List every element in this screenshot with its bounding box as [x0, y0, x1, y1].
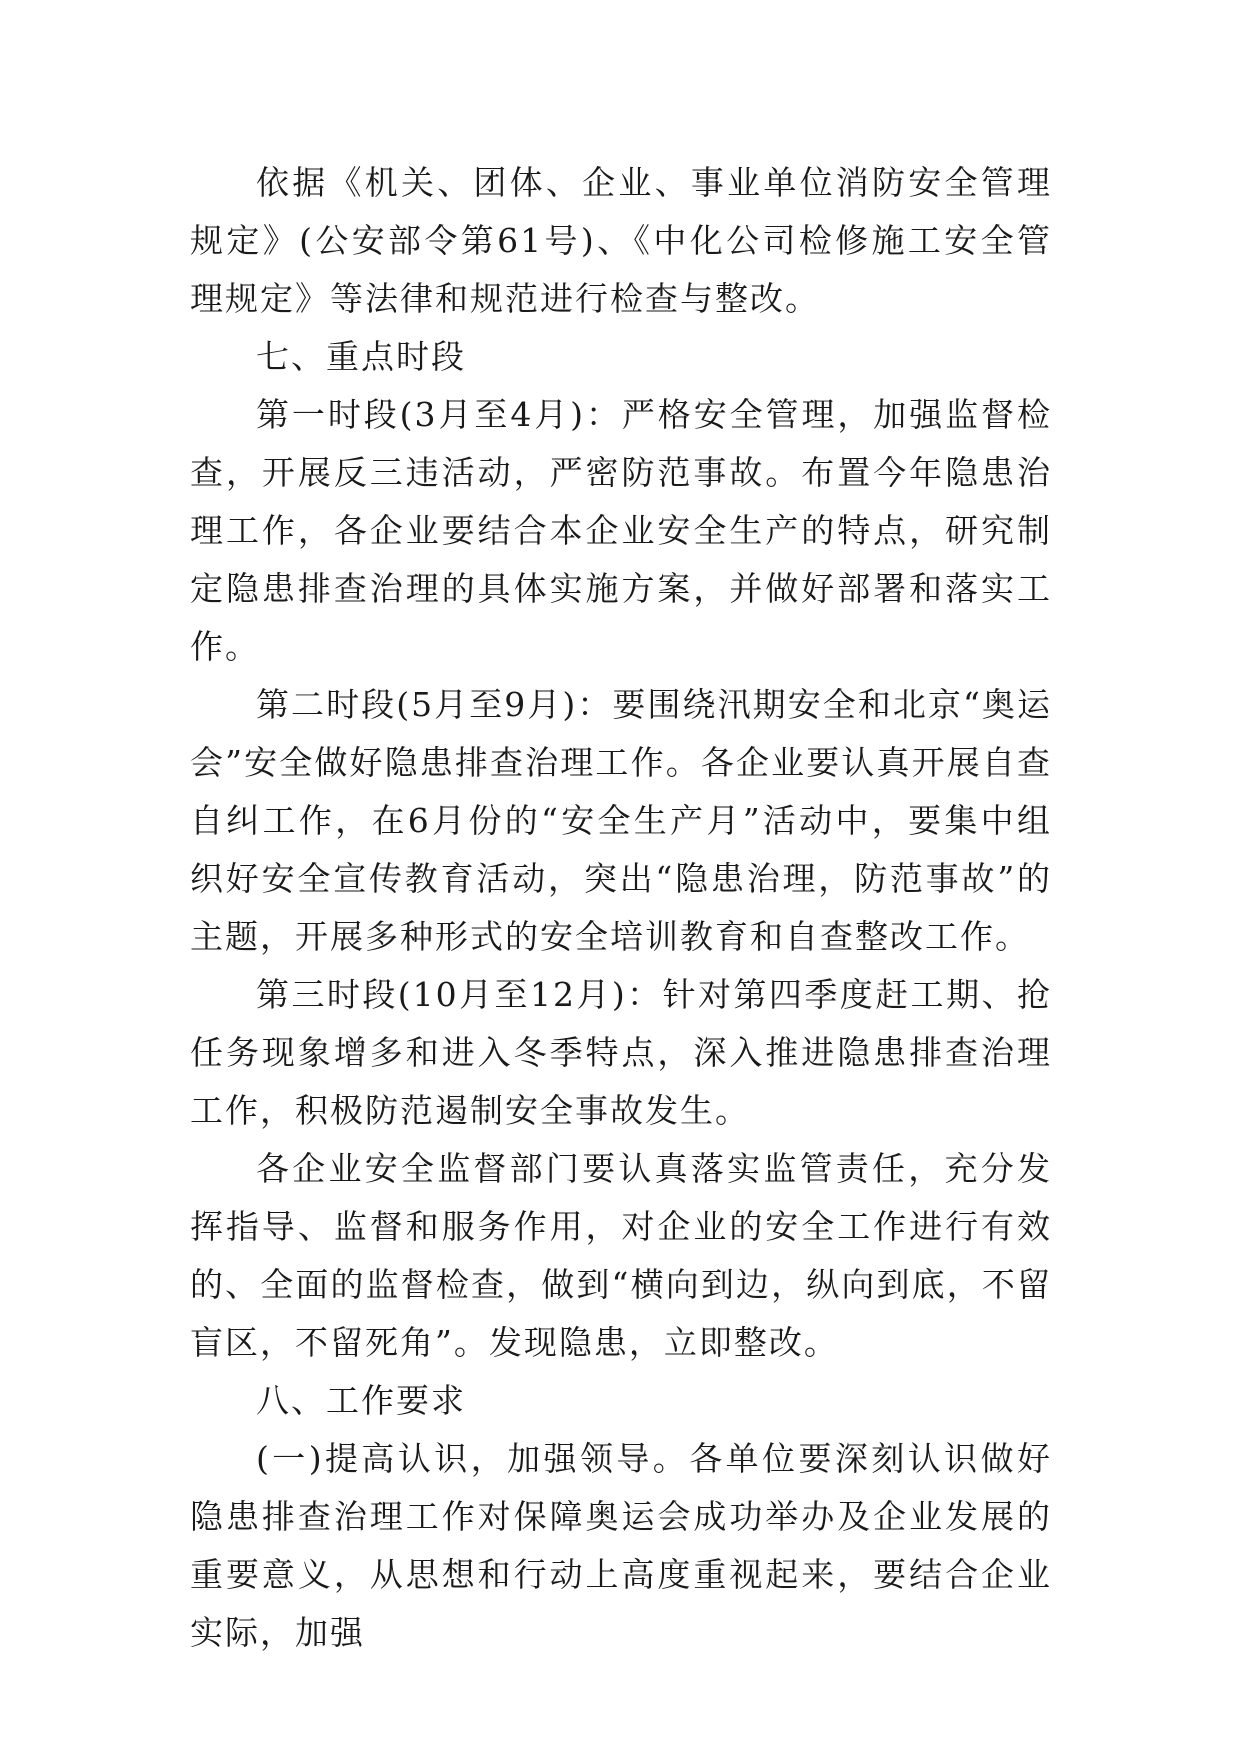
- paragraph-period-one: 第一时段(3月至4月)：严格安全管理，加强监督检查，开展反三违活动，严密防范事故。布置今年隐患治理工作，各企业要结合本企业安全生产的特点，研究制定隐患排查治理的具体实施方案，并做好部署和落实工作。: [190, 395, 1052, 666]
- section-heading-key-periods: 七、重点时段: [256, 337, 466, 376]
- paragraph-legal-basis: 依据《机关、团体、企业、事业单位消防安全管理规定》(公安部令第61号)、《中化公司检修施工安全管理规定》等法律和规范进行检查与整改。: [190, 163, 1052, 318]
- document-body: [190, 154, 1052, 1662]
- section-heading-work-requirements: 八、工作要求: [256, 1381, 466, 1420]
- paragraph-supervision: 各企业安全监督部门要认真落实监管责任，充分发挥指导、监督和服务作用，对企业的安全工作进行有效的、全面的监督检查，做到“横向到边，纵向到底，不留盲区，不留死角”。发现隐患，立即整改。: [190, 1149, 1052, 1362]
- paragraph-period-two: 第二时段(5月至9月)：要围绕汛期安全和北京“奥运会”安全做好隐患排查治理工作。各企业要认真开展自查自纠工作，在6月份的“安全生产月”活动中，要集中组织好安全宣传教育活动，突出“隐患治理，防范事故”的主题，开展多种形式的安全培训教育和自查整改工作。: [190, 685, 1052, 956]
- paragraph-requirement-one: (一)提高认识，加强领导。各单位要深刻认识做好隐患排查治理工作对保障奥运会成功举办及企业发展的重要意义，从思想和行动上高度重视起来，要结合企业实际，加强: [190, 1439, 1052, 1652]
- paragraph-period-three: 第三时段(10月至12月)：针对第四季度赶工期、抢任务现象增多和进入冬季特点，深入推进隐患排查治理工作，积极防范遏制安全事故发生。: [190, 975, 1052, 1130]
